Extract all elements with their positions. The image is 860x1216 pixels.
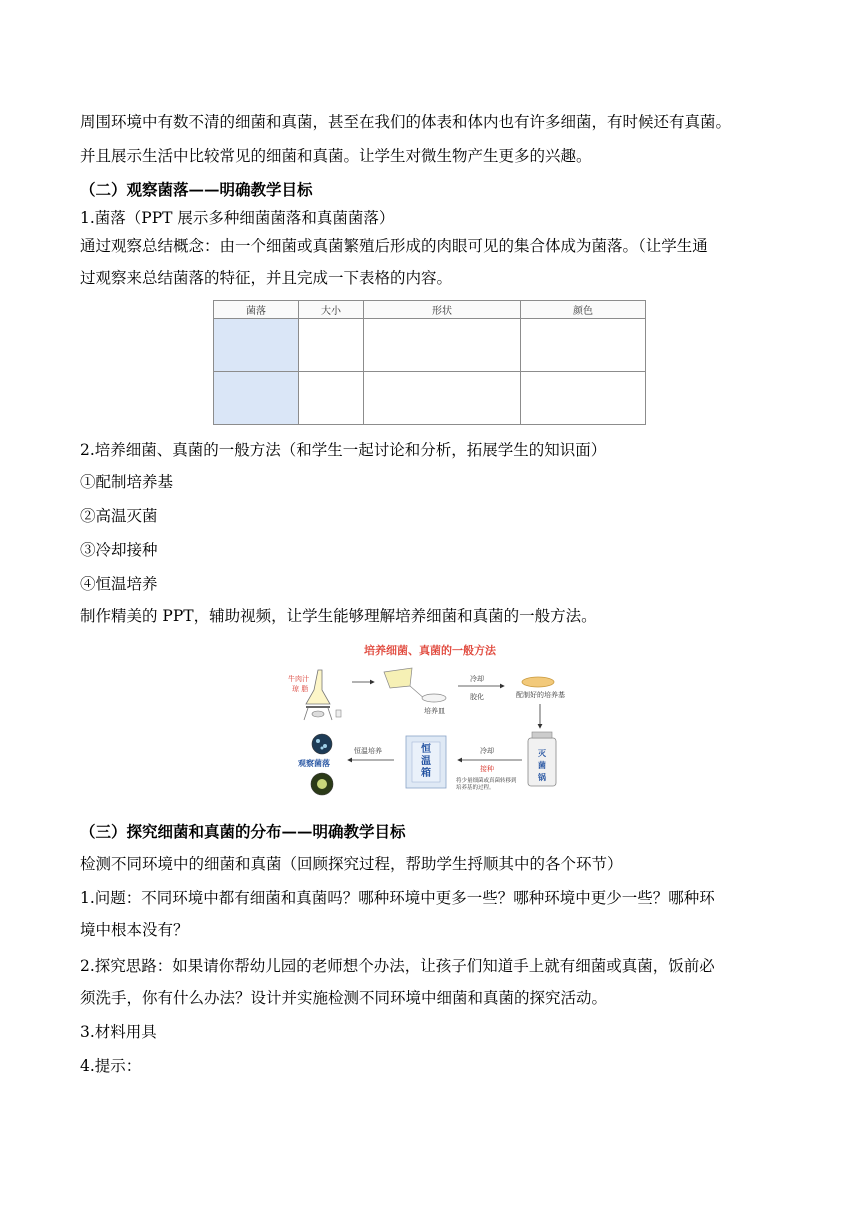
- label-cool2: 冷却: [480, 747, 494, 755]
- paragraph-line: 通过观察总结概念：由一个细菌或真菌繁殖后形成的肉眼可见的集合体成为菌落。（让学生通: [80, 237, 708, 255]
- paragraph-line: 境中根本没有？: [80, 921, 189, 939]
- label-beef: 牛肉汁: [288, 675, 309, 683]
- petri-dish-icon: [422, 694, 446, 702]
- colony-table: [213, 300, 646, 425]
- label-incubator: 恒温箱: [421, 744, 431, 779]
- table-cell: [299, 319, 364, 372]
- paragraph-line: 须洗手，你有什么办法？设计并实施检测不同环境中细菌和真菌的探究活动。: [80, 989, 608, 1007]
- table-row: [214, 372, 646, 425]
- list-item: 4.提示：: [80, 1057, 142, 1075]
- label-gel: 胶化: [470, 693, 484, 701]
- step-item: ③冷却接种: [80, 541, 158, 559]
- table-cell: [521, 319, 646, 372]
- paragraph-line: 过观察来总结菌落的特征，并且完成一下表格的内容。: [80, 269, 453, 287]
- table-header: 菌落: [214, 301, 299, 319]
- table-header: 形状: [364, 301, 521, 319]
- list-item: 1.菌落（PPT 展示多种细菌菌落和真菌菌落）: [80, 209, 395, 227]
- section-heading: （二）观察菌落——明确教学目标: [80, 180, 313, 199]
- list-item: 2.培养细菌、真菌的一般方法（和学生一起讨论和分析，拓展学生的知识面）: [80, 441, 607, 459]
- step-item: ②高温灭菌: [80, 507, 158, 525]
- label-prepared: 配制好的培养基: [516, 691, 565, 699]
- culture-method-figure: [278, 640, 582, 800]
- paragraph-line: 检测不同环境中的细菌和真菌（回顾探究过程，帮助学生捋顺其中的各个环节）: [80, 855, 623, 873]
- table-cell: [364, 372, 521, 425]
- prepared-dish-icon: [522, 677, 554, 687]
- label-constant: 恒温培养: [354, 747, 382, 755]
- paragraph-line: 并且展示生活中比较常见的细菌和真菌。让学生对微生物产生更多的兴趣。: [80, 147, 592, 165]
- paragraph-line: 周围环境中有数不清的细菌和真菌，甚至在我们的体表和体内也有许多细菌，有时候还有真菌。: [80, 113, 732, 131]
- flask-icon: [304, 670, 341, 720]
- label-observe: 观察菌落: [298, 759, 330, 768]
- table-cell: [214, 319, 299, 372]
- table-cell: [299, 372, 364, 425]
- table-cell: [521, 372, 646, 425]
- table-cell: [214, 372, 299, 425]
- label-inoc-desc: 将少量细菌或真菌转移到: [456, 778, 517, 784]
- table-cell: [364, 319, 521, 372]
- bacteria-colony-icon: [312, 734, 332, 754]
- label-sterilizer: 灭菌锅: [538, 749, 546, 782]
- label-agar: 琼 脂: [292, 685, 309, 693]
- step-item: ①配制培养基: [80, 473, 174, 491]
- table-header: 大小: [299, 301, 364, 319]
- label-inoc-desc: 培养基的过程。: [456, 785, 495, 791]
- figure-title: 培养细菌、真菌的一般方法: [364, 644, 496, 657]
- list-item: 3.材料用具: [80, 1023, 157, 1041]
- paragraph-line: 制作精美的 PPT，辅助视频，让学生能够理解培养细菌和真菌的一般方法。: [80, 607, 597, 625]
- step-item: ④恒温培养: [80, 575, 158, 593]
- pouring-flask-icon: [384, 668, 426, 700]
- label-dish: 培养皿: [424, 707, 445, 715]
- label-cool1: 冷却: [470, 675, 484, 683]
- paragraph-line: 2.探究思路：如果请你帮幼儿园的老师想个办法，让孩子们知道手上就有细菌或真菌，饭前必: [80, 957, 715, 975]
- label-inoculate: 接种: [480, 765, 494, 773]
- table-row: [214, 319, 646, 372]
- paragraph-line: 1.问题：不同环境中都有细菌和真菌吗？哪种环境中更多一些？哪种环境中更少一些？哪种环: [80, 889, 715, 907]
- table-header: 颜色: [521, 301, 646, 319]
- section-heading: （三）探究细菌和真菌的分布——明确教学目标: [80, 822, 406, 841]
